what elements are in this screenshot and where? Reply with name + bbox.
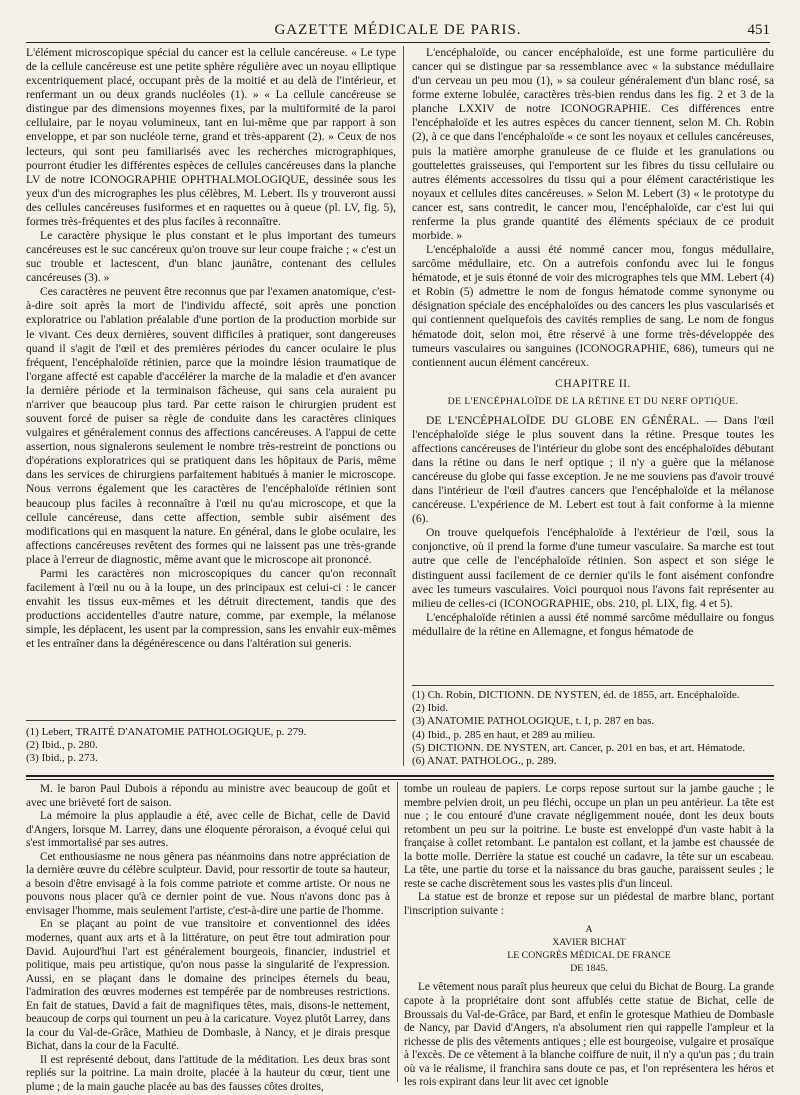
- paragraph: Cet enthousiasme ne nous gênera pas néanmoins dans notre appréciation de la dernière œuvre du célèbre sculpteur. David, pour ressortir de toute sa hauteur, a besoin d'être envisagé à la fois comme patriote et comme artiste. Or nous ne pouvons nous placer qu'à ce dernier point de vue. Nous n'avons donc pas à envisager l'homme, mais seulement l'artiste, c'est-à-dire une partie de l'homme.: [26, 850, 390, 917]
- paragraph: Parmi les caractères non microscopiques du cancer qu'on reconnaît facilement à l'œil nu ou à la loupe, un des principaux est celui-ci : le cancer envahit les tissus eux-mêmes et les détruit directement, tandis que des productions accidentelles d'autre nature, comme, par exemple, la mélanose simple, les déplacent, les usent par la compression, sans les envahir eux-mêmes et les entraîner dans la dégénérescence ou dans l'altération sui generis.: [26, 566, 396, 651]
- footnote: (2) Ibid.: [412, 702, 449, 715]
- paragraph: En se plaçant au point de vue transitoire et conventionnel des idées modernes, quant aux arts et à la littérature, on peut être tout admiration pour David. Aujourd'hui l'art est généralement bourgeois, financier, industriel et politique, mais peu artistique, qu'on nous passe la singularité de l'expression. Aussi, en se plaçant dans le domaine des principes éternels du beau, l'admiration des œuvres modernes est tempérée par de nombreuses restrictions. En fait de statues, David a fait de magnifiques têtes, mais, disons-le nettement, beaucoup de corps qui tournent un peu à la caricature. Voyez plutôt Larrey, dans la cour du Val-de-Grâce, Mathieu de Dombasle, à Nancy, et je dirais presque Bichat, dans la cour de la Faculté.: [26, 918, 390, 1053]
- footnote: (3) ANATOMIE PATHOLOGIQUE, t. I, p. 287 en bas.: [412, 715, 655, 728]
- paragraph: L'encéphaloïde rétinien a aussi été nommé sarcôme médullaire ou fongus médullaire de la rétine en Allemagne, et fongus hématode de: [412, 610, 774, 638]
- paragraph: L'élément microscopique spécial du cancer est la cellule cancéreuse. « Le type de la cellule cancéreuse est une petite sphère régulière avec un noyau elliptique excentriquement placé, occupant près de la moitié et au delà de l'intérieur, et renfermant un ou deux grands nucléoles (1). » « La cellule cancéreuse se distingue par des dimensions moyennes fixes, par la multiformité de la paroi cellulaire, par le noyau volumineux, tant en lui-même que par rapport à son enveloppe, et par son nucléole terne, grand et très-apparent (2). » Ceux de nos lecteurs, qui sont peu familiarisés avec les recherches micrographiques, pourront étudier les différentes espèces de cellules cancéreuses dans la planche LV de notre ICONOGRAPHIE OPHTHALMOLOGIQUE, dessinée sous les yeux d'un des micrographes les plus célèbres, M. Lebert. Ils y trouveront aussi des cellules cancéreuses fusiformes et en raquettes ou à queue (pl. LV, fig. 5), formes très-fréquentes et des plus faciles à reconnaître.: [26, 46, 396, 228]
- feuilleton-right-column: [404, 783, 774, 1087]
- inscription-line: LE CONGRÈS MÉDICAL DE FRANCE: [507, 949, 671, 961]
- paragraph: La statue est de bronze et repose sur un piédestal de marbre blanc, portant l'inscription suivante :: [404, 891, 774, 917]
- paragraph: L'encéphaloïde a aussi été nommé cancer mou, fongus médullaire, sarcôme médullaire, etc. On a autrefois confondu avec lui le fongus hématode, et je suis étonné de voir des micrographes tels que MM. Lebert (4) et Robin (5) admettre le nom de fongus hématode comme synonyme ou désignation spéciale des encéphaloïdes ou des cancers les plus vascularisés et qui contiennent quelquefois des cavités remplies de sang. Le nom de fongus hématode doit, selon moi, être réservé à une forme très-développée des tumeurs vasculaires ou sanguines (ICONOGRAPHIE, 686), tumeurs qui ne contiennent aucun élément cancéreux.: [412, 243, 774, 369]
- inscription-line: XAVIER BICHAT: [552, 937, 626, 949]
- paragraph: La mémoire la plus applaudie a été, avec celle de Bichat, celle de David d'Angers, lorsque M. Larrey, dans une éloquente péroraison, a évoqué celui qui s'est immortalisé par ses autres.: [26, 810, 390, 850]
- column-divider-bottom: [397, 782, 398, 1082]
- paragraph: On trouve quelquefois l'encéphaloïde à l'extérieur de l'œil, sous la conjonctive, où il prend la forme d'une tumeur vasculaire. Sa marche est tout autre que celle de l'encéphaloïde rétinien. Son aspect et son siége le distinguent aussi facilement de ce dernier qu'ils le font aisément confondre avec les tumeurs vasculaires. Voici pourquoi nous l'avons fait représenter au milieu de celles-ci (ICONOGRAPHIE, obs. 210, pl. LIX, fig. 4 et 5).: [412, 526, 774, 610]
- footnote-separator: [412, 685, 774, 686]
- statue-inscription: [404, 924, 774, 975]
- column-divider: [403, 46, 404, 766]
- feuilleton-left-column: [26, 783, 390, 1094]
- footnote: (1) Ch. Robin, DICTIONN. DE NYSTEN, éd. de 1855, art. Encéphaloïde.: [412, 689, 740, 701]
- paragraph: Le caractère physique le plus constant et le plus important des tumeurs cancéreuses est le suc cancéreux qu'on trouve sur leur coupe fraiche ; « c'est un suc trouble et lactescent, d'un blanc jaunâtre, contenant des cellules cancéreuses (3). »: [26, 229, 396, 285]
- footnote: (3) Ibid., p. 273.: [26, 752, 98, 765]
- footnote: (1) Lebert, TRAITÉ D'ANATOMIE PATHOLOGIQUE, p. 279.: [26, 726, 307, 738]
- paragraph: Il est représenté debout, dans l'attitude de la méditation. Les deux bras sont repliés sur la poitrine. La main droite, placée à la hauteur du cœur, tient une plume ; de la main gauche placée au bas des fausses côtes droites,: [26, 1053, 390, 1094]
- footnote: (6) ANAT. PATHOLOG., p. 289.: [412, 754, 557, 767]
- chapter-subtitle: DE L'ENCÉPHALOÏDE DE LA RÉTINE ET DU NERF OPTIQUE.: [447, 395, 739, 407]
- right-column: [412, 46, 774, 686]
- paragraph: Ces caractères ne peuvent être reconnus que par l'examen anatomique, c'est-à-dire soit après la mort de l'individu affecté, soit après une ponction exploratrice ou l'ablation préalable d'une portion de la production morbide sur le vivant. Ces deux dernières, souvent difficiles à pratiquer, sont dangereuses quand il s'agit de l'œil et des premières périodes du cancer oculaire le plus fréquent, l'encéphaloïde rétinien, parce que la moindre lésion traumatique de l'organe affecté est capable d'accélérer la marche de la maladie et d'en avancer la dernière période et la terminaison fâcheuse, qui sans cela auraient pu n'arriver que beaucoup plus tard. Par cette raison le chirurgien prudent est souvent forcé de puiser sa règle de conduite dans les caractères cliniques vulgaires et généralement connus des affections cancéreuses. A l'appui de cette assertion, nous signalerons seulement le nombre très-restreint de ponctions ou d'opérations exploratrices qui se pratiquent dans les hôpitaux de Paris, même dans les services de chirurgiens parfaitement habitués à manier le microscope. Nous verrons également que les caractères de l'encéphaloïde rétinien sont beaucoup plus faciles à reconnaître à l'œil nu qu'au microscope, et que la cellule cancéreuse, dans cette affection, semble subir aisément des modifications qui en masquent la nature. En général, dans le globe oculaire, les affections cancéreuses revêtent des formes qui ne laissent pas une très-grande place à l'erreur de diagnostic, même avant que le microscope ait prononcé.: [26, 285, 396, 566]
- left-column: [26, 46, 396, 712]
- left-footnotes: [26, 726, 396, 768]
- footnote: (5) DICTIONN. DE NYSTEN, art. Cancer, p. 201 en bas, et art. Hématode.: [412, 741, 746, 754]
- inscription-line: DE 1845.: [570, 962, 608, 974]
- paragraph: L'encéphaloïde, ou cancer encéphaloïde, est une forme particulière du cancer qui se distingue par sa ressemblance avec « la substance médullaire d'un cerveau un peu mou (1), » sa couleur généralement d'un blanc rosé, sa forme externe lobulée, caractères très-bien rendus dans les fig. 2 et 3 de la planche LXXIV de notre ICONOGRAPHIE. Ces différences entre l'encéphaloïde et les autres espèces du cancer tiennent, selon M. Ch. Robin (2), à ce que dans l'encéphaloïde « ce sont les noyaux et cellules cancéreuses, puis la matière amorphe granuleuse de ce fluide et les granulations ou gouttelettes graisseuses, qui l'emportent sur les fibres du tissu cellulaire ou autres éléments accessoires du tissu qui a pour élément caractéristique les noyaux et cellules dites cancéreuses. » Selon M. Lebert (3) « le prototype du cancer est, sans contredit, le cancer mou, l'encéphaloïde, car c'est lui qui renferme la plus grande quantité des éléments spéciaux de ce produit morbide. »: [412, 46, 774, 243]
- page-header: [26, 20, 770, 43]
- footnote-separator: [26, 720, 396, 721]
- page-number: 451: [747, 22, 770, 38]
- journal-title: GAZETTE MÉDICALE DE PARIS.: [274, 22, 522, 38]
- feuilleton-rule-thin: [26, 779, 774, 780]
- footnote: (4) Ibid., p. 285 en haut, et 289 au milieu.: [412, 728, 596, 741]
- chapter-title: CHAPITRE II.: [555, 377, 631, 390]
- paragraph: DE L'ENCÉPHALOÏDE DU GLOBE EN GÉNÉRAL. — Dans l'œil l'encéphaloïde siége le plus souvent dans la rétine. Presque toutes les affections cancéreuses de l'intérieur du globe sont des encéphaloïdes débutant dans la rétine ou dans le nerf optique ; il n'y a guère que la mélanose cancéreuse du globe qui fasse exception. Je ne me souviens pas d'avoir trouvé dans l'intérieur de l'œil d'autres cancers que l'encéphaloïde et la mélanose cancéreuse. L'expérience de M. Lebert est tout à fait conforme à la mienne (6).: [412, 413, 774, 526]
- paragraph: tombe un rouleau de papiers. Le corps repose surtout sur la jambe gauche ; le membre pelvien droit, un peu fléchi, occupe un plan un peu antérieur. La tête est nue ; le cou entouré d'une cravate négligemment nouée, dont les deux bouts retombent un peu sur la poitrine. Le buste est enveloppé d'un vaste habit à la française à collet retombant. Le pantalon est collant, et la jambe est chaussée de la botte molle. Derrière la statue est couché un cadavre, la tête sur un escabeau. La tête, une partie du torse et la naissance du bras gauche, paraissent seules ; le reste se cache discrètement sous les vastes plis d'un linceul.: [404, 783, 774, 890]
- footnote: (2) Ibid., p. 280.: [26, 739, 98, 752]
- paragraph: M. le baron Paul Dubois a répondu au ministre avec beaucoup de goût et avec une brièveté fort de saison.: [26, 783, 390, 809]
- right-footnotes: [412, 689, 774, 769]
- inscription-line: A: [585, 924, 593, 936]
- paragraph: Le vêtement nous paraît plus heureux que celui du Bichat de Bourg. La grande capote à la propriétaire dont sont affublés cette statue de Bichat, celle de Broussais du Val-de-Grâce, par Bard, et enfin le grotesque Mathieu de Dombasle de Nancy, par David d'Angers, n'a absolument rien qui rappelle l'ampleur et la richesse de plis des vêtements antiques ; elle est bourgeoise, vulgaire et prosaïque à l'excès. De ce vêtement à la blanche coiffure de nuit, il n'y a qu'un pas ; du train où va le réalisme, il franchira sans doute ce pas, et l'on représentera les héros et les rois expirant dans leur lit avec cet ignoble: [404, 981, 774, 1089]
- feuilleton-rule: [26, 775, 774, 777]
